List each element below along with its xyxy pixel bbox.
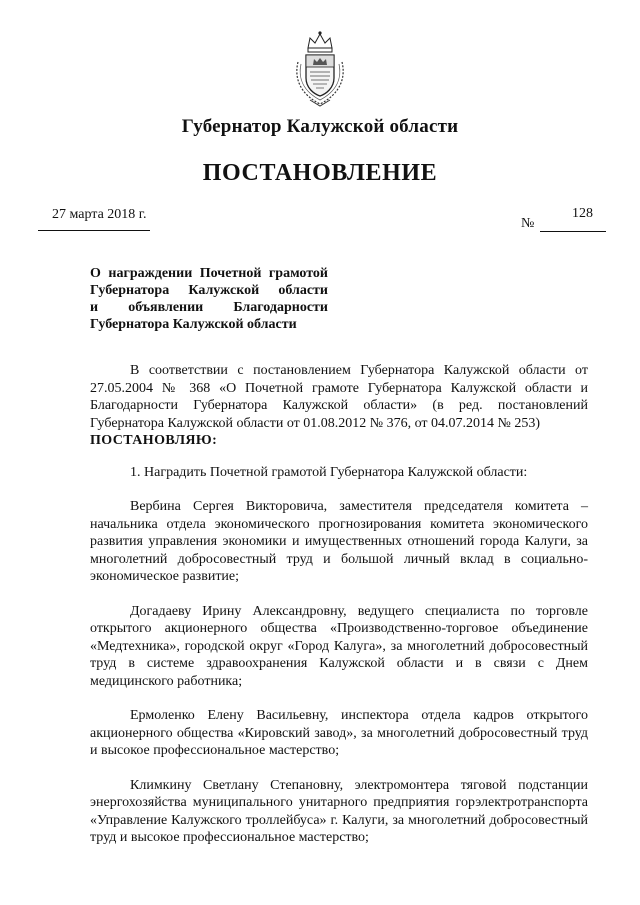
document-body [90, 362, 588, 847]
subject-line: О награждении Почетной грамотой [90, 266, 328, 281]
document-number: 128 [572, 206, 593, 221]
number-label: № [521, 216, 535, 231]
date-underline [38, 230, 150, 231]
item-1-heading: 1. Наградить Почетной грамотой Губернатора Калужской области: [130, 464, 528, 480]
preamble-text: В соответствии с постановлением Губернатора Калужской области от 27.05.2004 № 368 «О Почетной грамоте Губернатора Калужской области и Благодарности Губернатора Калужской области» (в ред. постановлений Губернатора Калужской области от 01.08.2012 № 376, от 04.07.2014 № 253) [90, 363, 588, 431]
document-subject [90, 265, 328, 333]
kaluga-coat-of-arms-icon [290, 28, 350, 108]
awardee-paragraph: Ермоленко Елену Васильевну, инспектора отдела кадров открытого акционерного общества «Кировский завод», за многолетний добросовестный труд и высокое профессиональное мастерство; [90, 708, 588, 758]
subject-line: и объявлении Благодарности [90, 300, 328, 315]
subject-line: Губернатора Калужской области [90, 317, 297, 332]
authority-title: Губернатор Калужской области [181, 116, 459, 137]
document-type-heading: ПОСТАНОВЛЕНИЕ [202, 160, 438, 186]
awardee-paragraph: Климкину Светлану Степановну, электромонтера тяговой подстанции энергохозяйства муниципального унитарного предприятия горэлектротранспорта «Управление Калужского троллейбуса» г. Калуги, за многолетний добросовестный труд и высокое профессиональное мастерство; [90, 777, 588, 845]
number-underline [540, 231, 606, 232]
awardee-paragraph: Догадаеву Ирину Александровну, ведущего специалиста по торговле открытого акционерного общества «Производственно-торговое объединение «Медтехника», городской округ «Город Калуга», за многолетний добросовестный труд в системе здравоохранения Калужской области и в связи с Днем медицинского работника; [90, 603, 588, 689]
preamble-paragraph [90, 362, 588, 450]
awardee-paragraph: Вербина Сергея Викторовича, заместителя председателя комитета – начальника отдела экономического прогнозирования комитета экономического развития управления экономики и имущественных отношений города Калуги, за многолетний добросовестный труд и большой личный вклад в социально-экономическое развитие; [90, 499, 588, 584]
subject-line: Губернатора Калужской области [90, 283, 328, 298]
decree-word: ПОСТАНОВЛЯЮ: [90, 433, 218, 448]
document-date: 27 марта 2018 г. [52, 207, 147, 222]
